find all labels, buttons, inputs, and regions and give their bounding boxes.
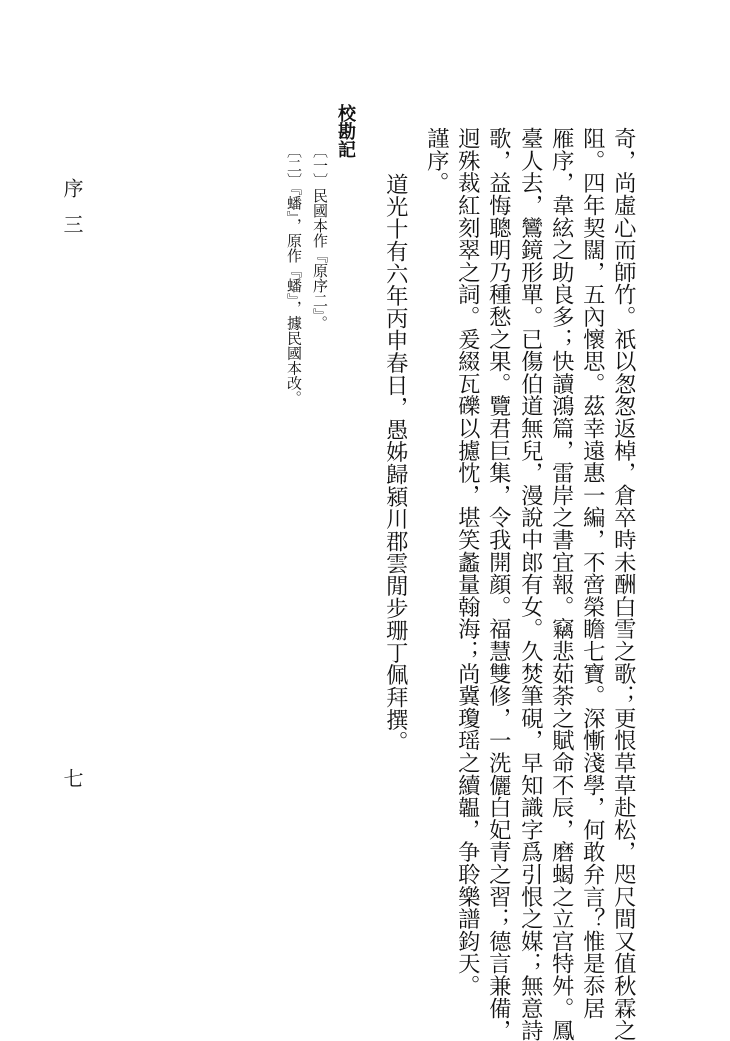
- preface-column-6: 迥殊裁紅刻翠之詞。爰綴瓦礫以攄忱，堪笑蠡量翰海；尚冀瓊瑶之續韞，争聆樂譜鈞天。: [454, 127, 481, 997]
- preface-column-2: 阻。四年契闊，五內懷思。茲幸遠惠一編，不啻榮瞻七寶。深慚淺學，何敢弁言？惟是忝居: [579, 127, 606, 1019]
- preface-column-7: 謹序。: [423, 127, 450, 194]
- collation-heading: 校勘記: [335, 104, 356, 158]
- preface-column-1: 奇，尚虛心而師竹。祇以怱怱返棹，倉卒時未酬白雪之歌；更恨草草赴松，咫尺間又值秋霖之: [610, 127, 637, 1041]
- page-number: 七: [60, 768, 84, 788]
- preface-column-4: 臺人去，鸞鏡形單。已傷伯道無兒，漫說中郎有女。久焚筆硯，早知識字爲引恨之媒；無意詩: [517, 127, 544, 1041]
- section-label: 序三: [60, 178, 84, 250]
- preface-signature: 道光十有六年丙申春日，愚姊歸潁川郡雲閒步珊丁佩拜撰。: [382, 173, 409, 753]
- collation-note-1: 〔一〕民國本作『原序二』。: [311, 143, 329, 331]
- collation-note-2: 〔二〕『蟠』，原作『蟠』，據民國本改。: [285, 143, 303, 406]
- preface-column-5: 歌，益悔聰明乃種愁之果。覽君巨集，令我開顔。福慧雙修，一洗儷白妃青之習；德言兼備，: [485, 127, 512, 1041]
- preface-column-3: 雁序，韋絃之助良多；快讀鴻篇，雷岸之書宜報。竊悲茹荼之賦命不辰，磨蝎之立宫特舛。鳳: [548, 127, 575, 1041]
